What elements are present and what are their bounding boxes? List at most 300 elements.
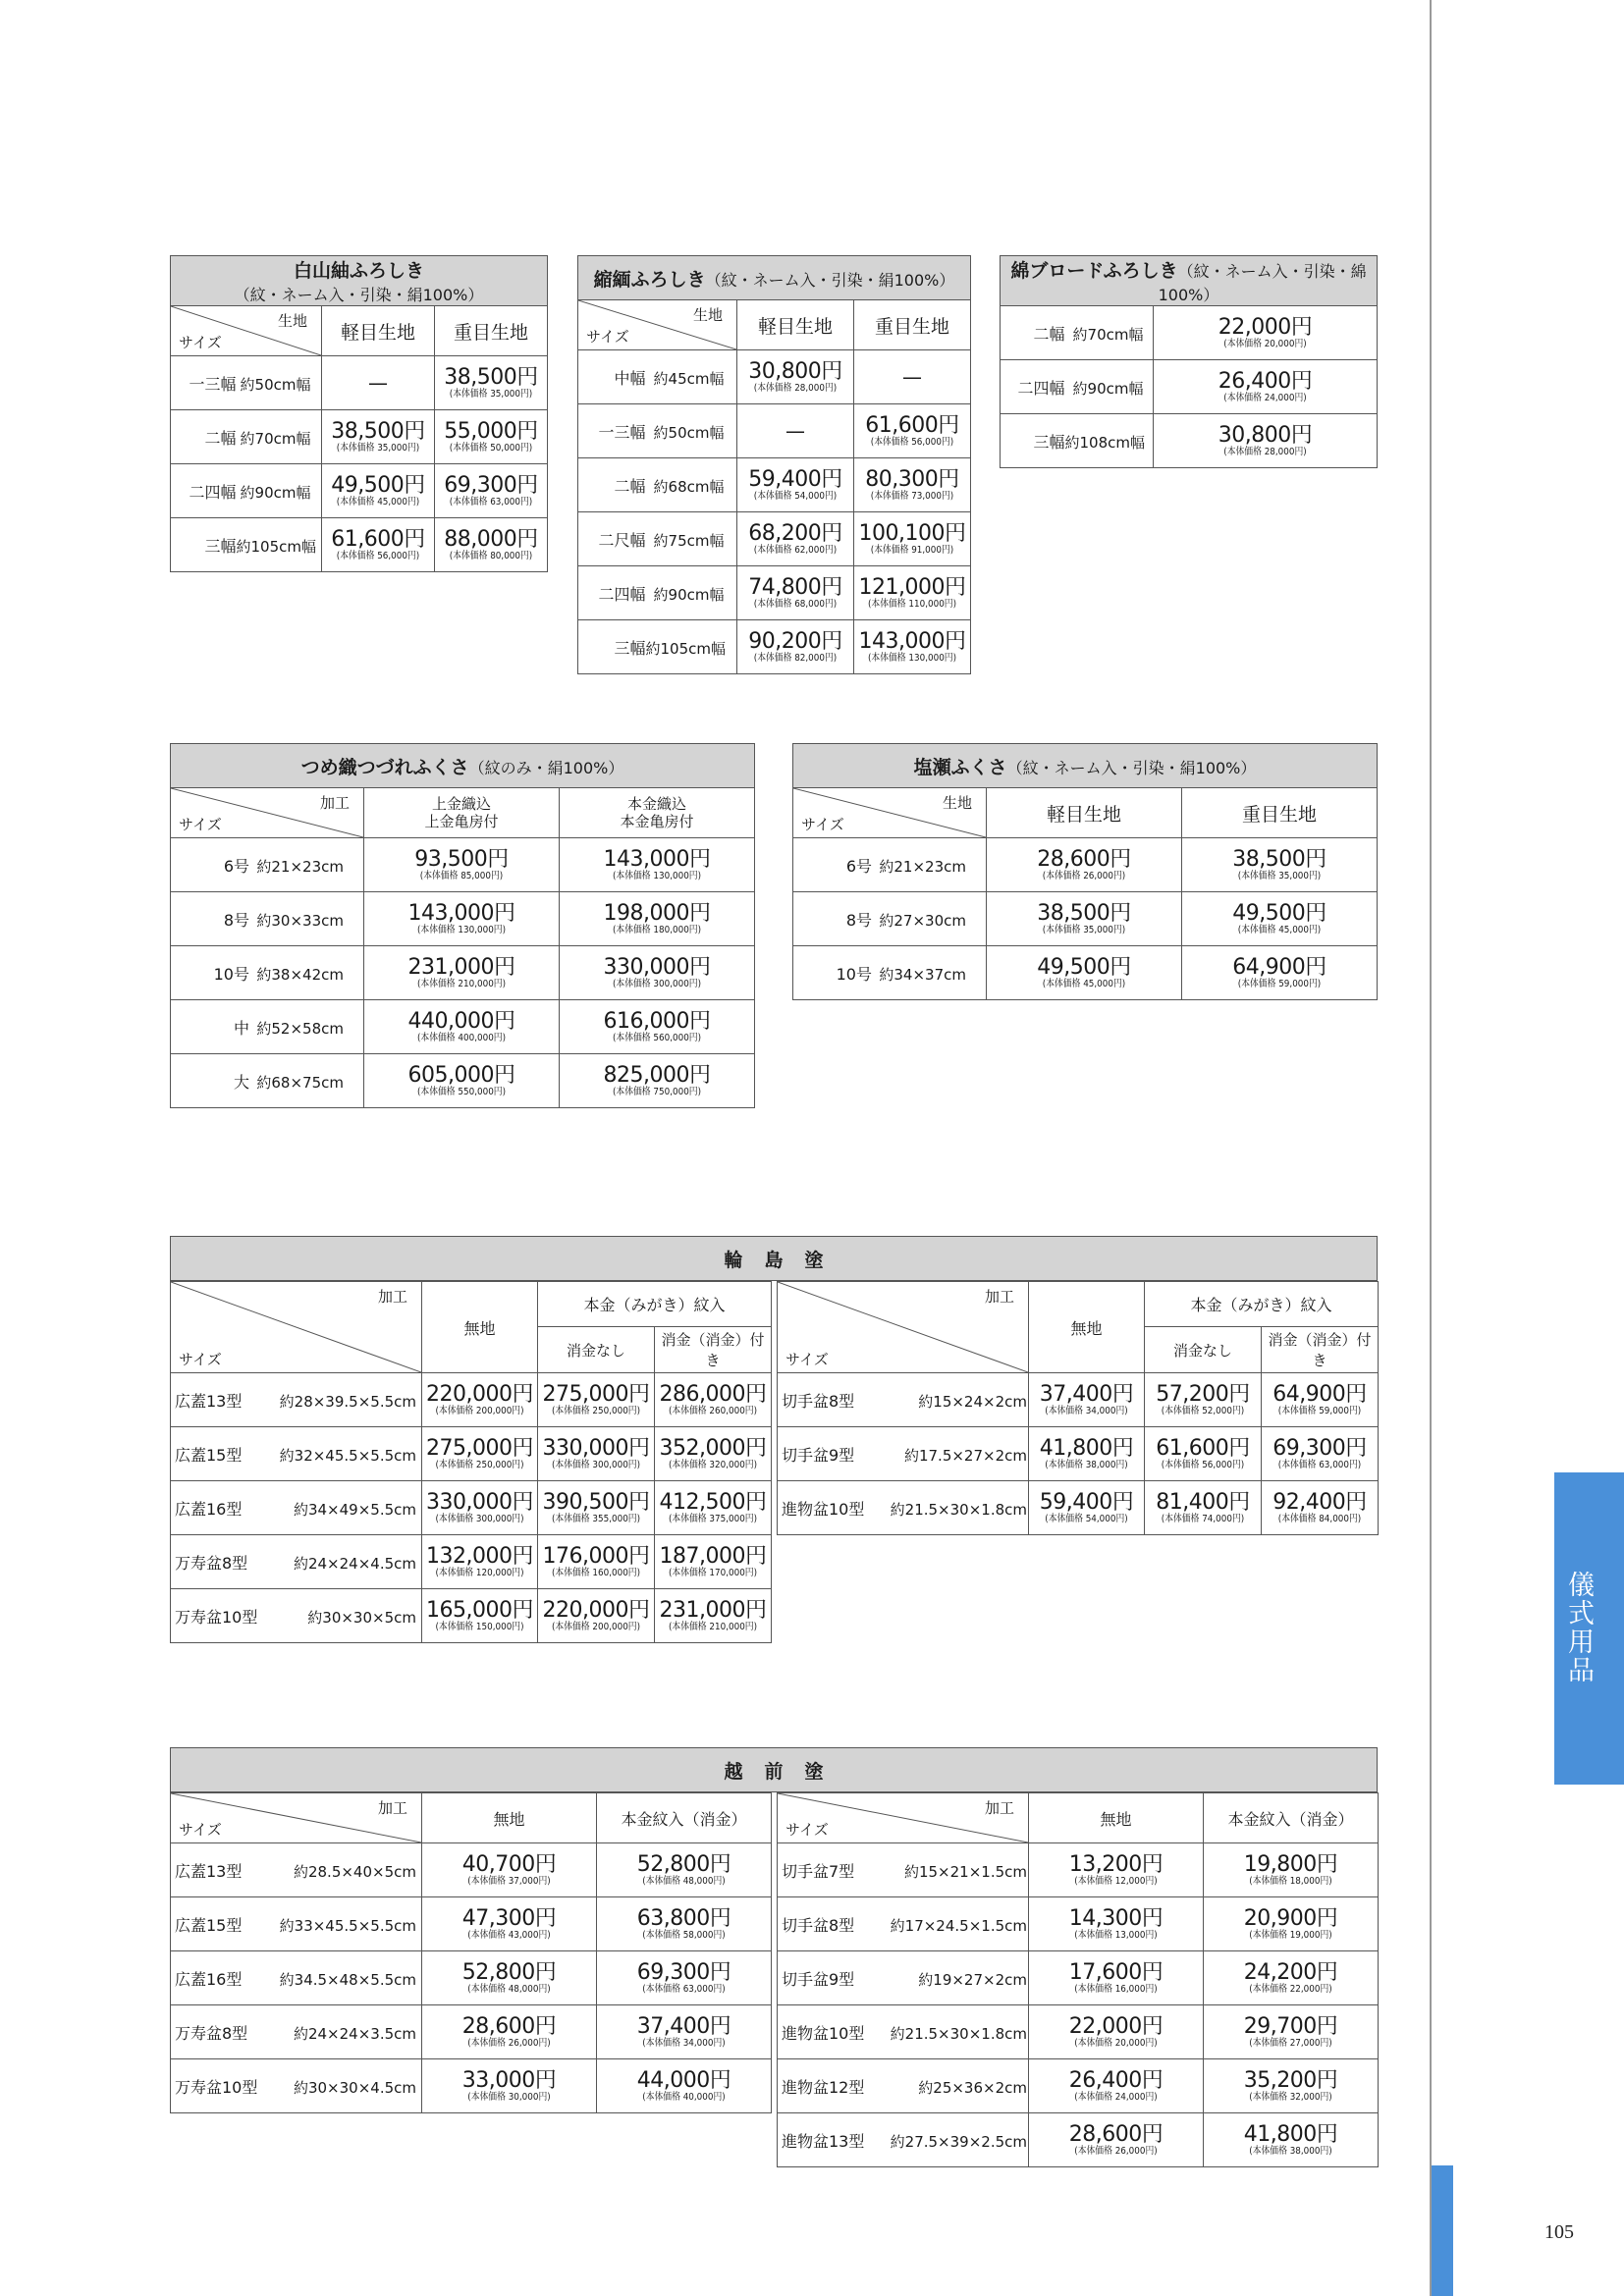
price-value: 63,800円 <box>636 1905 731 1931</box>
price-value: 44,000円 <box>636 2067 731 2093</box>
base-price-value: (本体価格 20,000円) <box>1074 2037 1158 2049</box>
size-name: 万寿盆10型 <box>175 2077 258 2097</box>
size-cell <box>171 892 364 946</box>
size-name: 進物盆10型 <box>782 1499 865 1519</box>
price-cell <box>987 946 1182 1000</box>
price-value: 330,000円 <box>426 1489 533 1515</box>
base-price-value: (本体価格 45,000円) <box>1042 978 1126 989</box>
table-row <box>171 1054 755 1108</box>
price-value: 20,900円 <box>1243 1905 1338 1931</box>
base-price-value: (本体価格 35,000円) <box>336 442 420 454</box>
price-value: 143,000円 <box>603 846 711 872</box>
base-price-value: (本体価格 48,000円) <box>642 1875 726 1887</box>
base-price-value: (本体価格 52,000円) <box>1161 1405 1245 1416</box>
size-cell <box>171 1535 422 1589</box>
base-price-value: (本体価格 26,000円) <box>467 2037 551 2049</box>
table-row <box>1001 360 1378 414</box>
price-cell <box>422 2059 597 2113</box>
column-header-plain: 無地 <box>422 1282 538 1373</box>
column-header: 本金紋入（消金） <box>597 1793 772 1843</box>
price-value: 165,000円 <box>426 1597 533 1623</box>
price-value: 69,300円 <box>1272 1435 1367 1461</box>
price-cell <box>854 458 971 512</box>
price-value: 28,600円 <box>461 2013 557 2039</box>
column-header: 重目生地 <box>854 300 971 350</box>
price-cell <box>422 1481 538 1535</box>
base-price-value: (本体価格 18,000円) <box>1249 1875 1332 1887</box>
size-cell <box>171 1589 422 1643</box>
column-header-plain: 無地 <box>1029 1282 1145 1373</box>
table-row <box>793 946 1378 1000</box>
table-row <box>171 1000 755 1054</box>
base-price-value: (本体価格 200,000円) <box>551 1621 641 1632</box>
base-price-value: (本体価格 19,000円) <box>1249 1929 1332 1941</box>
price-cell <box>1182 946 1378 1000</box>
price-cell <box>737 404 854 458</box>
table-row <box>171 1427 772 1481</box>
table-row <box>171 1897 772 1951</box>
price-cell <box>435 518 548 572</box>
size-name: 切手盆9型 <box>782 1445 855 1465</box>
size-dimension: 約108cm幅 <box>1064 433 1145 452</box>
price-cell <box>322 518 435 572</box>
chirimen-furoshiki-table <box>577 255 971 674</box>
base-price-value: (本体価格 250,000円) <box>435 1459 524 1470</box>
price-value: 93,500円 <box>414 846 509 872</box>
base-price-value: (本体価格 26,000円) <box>1074 2145 1158 2157</box>
table-row <box>578 620 971 674</box>
size-cell <box>793 892 987 946</box>
table-row <box>171 356 548 410</box>
price-value: 26,400円 <box>1068 2067 1164 2093</box>
not-available-dash: — <box>368 371 388 395</box>
table-title: 綿ブロードふろしき（紋・ネーム入・引染・綿100%） <box>1001 256 1378 306</box>
base-price-value: (本体価格 30,000円) <box>467 2091 551 2103</box>
size-cell <box>171 1054 364 1108</box>
base-price-value: (本体価格 63,000円) <box>1277 1459 1362 1470</box>
size-name: 二四幅 <box>1017 378 1065 398</box>
size-name: 中 <box>233 1018 249 1038</box>
price-value: 41,800円 <box>1039 1435 1134 1461</box>
size-dimension: 約90cm幅 <box>240 483 311 502</box>
size-cell <box>1001 360 1154 414</box>
diagonal-header-cell: 加工 サイズ <box>171 1793 422 1843</box>
table-row <box>1001 306 1378 360</box>
price-value: 41,800円 <box>1243 2121 1338 2147</box>
price-value: 390,500円 <box>542 1489 650 1515</box>
base-price-value: (本体価格 35,000円) <box>1042 924 1126 935</box>
size-name: 10号 <box>836 964 872 984</box>
price-cell <box>1204 2059 1379 2113</box>
size-name: 広蓋13型 <box>175 1861 243 1881</box>
price-cell <box>1029 1373 1145 1427</box>
price-value: 38,500円 <box>331 418 425 444</box>
price-value: 616,000円 <box>603 1008 711 1034</box>
table-row <box>171 1481 772 1535</box>
price-cell <box>422 1535 538 1589</box>
price-cell <box>1145 1481 1262 1535</box>
table-row <box>171 1843 772 1897</box>
price-value: 330,000円 <box>542 1435 650 1461</box>
size-dimension: 約17.5×27×2cm <box>903 1446 1027 1465</box>
size-cell <box>171 2005 422 2059</box>
size-cell <box>778 1897 1029 1951</box>
base-price-value: (本体価格 300,000円) <box>551 1459 641 1470</box>
table-row <box>578 566 971 620</box>
column-header: 消金（消金）付き <box>1262 1327 1379 1373</box>
table-row <box>171 1373 772 1427</box>
table-row <box>778 2059 1379 2113</box>
price-value: 37,400円 <box>1039 1381 1134 1407</box>
size-cell <box>578 512 737 566</box>
table-title: 塩瀬ふくさ（紋・ネーム入・引染・絹100%） <box>793 744 1378 788</box>
price-cell <box>597 1897 772 1951</box>
size-name: 万寿盆8型 <box>175 1553 248 1573</box>
base-price-value: (本体価格 110,000円) <box>867 598 957 610</box>
table-row <box>171 464 548 518</box>
price-cell <box>364 838 560 892</box>
size-name: 8号 <box>845 910 872 930</box>
price-value: 143,000円 <box>407 900 515 926</box>
size-cell <box>171 1481 422 1535</box>
size-cell <box>778 1427 1029 1481</box>
price-cell <box>364 1054 560 1108</box>
table-title: つめ織つづれふくさ（紋のみ・絹100%） <box>171 744 755 788</box>
price-cell <box>422 1589 538 1643</box>
base-price-value: (本体価格 120,000円) <box>435 1567 524 1578</box>
table-row <box>171 1589 772 1643</box>
base-price-value: (本体価格 50,000円) <box>449 442 533 454</box>
diagonal-header-cell: 加工 サイズ <box>171 788 364 838</box>
base-price-value: (本体価格 91,000円) <box>870 544 954 556</box>
price-cell <box>1262 1427 1379 1481</box>
size-dimension: 約50cm幅 <box>653 423 725 442</box>
price-cell <box>560 1054 755 1108</box>
table-row <box>578 458 971 512</box>
diagonal-header-cell: 加工 サイズ <box>171 1282 422 1373</box>
base-price-value: (本体価格 210,000円) <box>416 978 507 989</box>
table-row <box>171 2059 772 2113</box>
price-value: 49,500円 <box>1037 954 1131 980</box>
size-name: 広蓋16型 <box>175 1969 243 1989</box>
size-dimension: 約90cm幅 <box>653 585 725 604</box>
price-cell <box>737 350 854 404</box>
table-row <box>778 1843 1379 1897</box>
broad-furoshiki-table <box>1000 255 1378 468</box>
price-cell <box>560 838 755 892</box>
table-row <box>793 892 1378 946</box>
size-dimension: 約75cm幅 <box>653 531 725 550</box>
size-name: 切手盆8型 <box>782 1915 855 1935</box>
base-price-value: (本体価格 16,000円) <box>1074 1983 1158 1995</box>
base-price-value: (本体価格 34,000円) <box>642 2037 726 2049</box>
size-name: 三幅 <box>204 536 237 556</box>
base-price-value: (本体価格 56,000円) <box>1161 1459 1245 1470</box>
price-cell <box>655 1589 772 1643</box>
price-cell <box>1154 360 1378 414</box>
price-cell <box>1182 892 1378 946</box>
base-price-value: (本体価格 130,000円) <box>867 652 957 664</box>
size-dimension: 約33×45.5×5.5cm <box>279 1916 416 1935</box>
column-header: 消金なし <box>538 1327 655 1373</box>
price-cell <box>1204 2113 1379 2167</box>
shiose-fukusa-table <box>792 743 1378 1000</box>
size-cell <box>171 464 322 518</box>
base-price-value: (本体価格 56,000円) <box>336 550 420 561</box>
price-value: 29,700円 <box>1243 2013 1338 2039</box>
column-header: 軽目生地 <box>987 788 1182 838</box>
base-price-value: (本体価格 260,000円) <box>668 1405 758 1416</box>
base-price-value: (本体価格 560,000円) <box>612 1032 702 1043</box>
size-name: 10号 <box>213 964 249 984</box>
table-row <box>171 946 755 1000</box>
price-cell <box>560 946 755 1000</box>
price-value: 90,200円 <box>748 628 842 654</box>
price-cell <box>597 1951 772 2005</box>
size-dimension: 約32×45.5×5.5cm <box>279 1446 416 1465</box>
price-value: 121,000円 <box>858 574 966 600</box>
price-cell <box>435 464 548 518</box>
not-available-dash: — <box>902 365 922 389</box>
size-cell <box>793 946 987 1000</box>
price-cell <box>854 350 971 404</box>
page-corner-bar <box>1432 2165 1453 2296</box>
column-header: 無地 <box>1029 1793 1204 1843</box>
price-value: 64,900円 <box>1272 1381 1367 1407</box>
price-value: 13,200円 <box>1068 1851 1164 1877</box>
column-header: 重目生地 <box>435 306 548 356</box>
size-name: 二幅 <box>614 476 646 496</box>
size-name: 一三幅 <box>598 422 646 442</box>
size-name: 進物盆10型 <box>782 2023 865 2043</box>
table-row <box>778 1373 1379 1427</box>
table-row <box>778 1951 1379 2005</box>
price-cell <box>435 410 548 464</box>
price-value: 440,000円 <box>407 1008 515 1034</box>
price-cell <box>1262 1481 1379 1535</box>
base-price-value: (本体価格 20,000円) <box>1223 338 1307 349</box>
size-dimension: 約15×24×2cm <box>918 1392 1027 1411</box>
price-cell <box>1262 1373 1379 1427</box>
size-cell <box>171 356 322 410</box>
size-dimension: 約105cm幅 <box>645 639 726 658</box>
base-price-value: (本体価格 32,000円) <box>1249 2091 1332 2103</box>
table-row <box>171 518 548 572</box>
size-name: 万寿盆10型 <box>175 1607 258 1627</box>
price-value: 80,300円 <box>865 466 959 492</box>
base-price-value: (本体価格 37,000円) <box>467 1875 551 1887</box>
base-price-value: (本体価格 45,000円) <box>336 496 420 507</box>
size-name: 広蓋15型 <box>175 1915 243 1935</box>
price-value: 40,700円 <box>461 1851 557 1877</box>
size-dimension: 約38×42cm <box>256 965 344 984</box>
base-price-value: (本体価格 200,000円) <box>435 1405 524 1416</box>
table-row <box>578 350 971 404</box>
base-price-value: (本体価格 300,000円) <box>435 1513 524 1524</box>
price-cell <box>737 512 854 566</box>
size-cell <box>778 1481 1029 1535</box>
size-dimension: 約21.5×30×1.8cm <box>890 1500 1027 1519</box>
price-value: 22,000円 <box>1218 314 1313 340</box>
hakusan-furoshiki-table <box>170 255 548 572</box>
size-dimension: 約90cm幅 <box>1072 379 1144 398</box>
base-price-value: (本体価格 59,000円) <box>1237 978 1322 989</box>
price-cell <box>1029 2005 1204 2059</box>
column-header: 本金紋入（消金） <box>1204 1793 1379 1843</box>
size-dimension: 約17×24.5×1.5cm <box>890 1916 1027 1935</box>
base-price-value: (本体価格 130,000円) <box>416 924 507 935</box>
size-dimension: 約45cm幅 <box>653 369 725 388</box>
price-cell <box>1204 1897 1379 1951</box>
base-price-value: (本体価格 38,000円) <box>1045 1459 1128 1470</box>
price-value: 35,200円 <box>1243 2067 1338 2093</box>
base-price-value: (本体価格 48,000円) <box>467 1983 551 1995</box>
base-price-value: (本体価格 43,000円) <box>467 1929 551 1941</box>
price-cell <box>322 356 435 410</box>
price-cell <box>655 1373 772 1427</box>
price-cell <box>737 620 854 674</box>
price-value: 286,000円 <box>659 1381 767 1407</box>
size-cell <box>778 1951 1029 2005</box>
size-dimension: 約30×30×4.5cm <box>293 2078 416 2097</box>
size-name: 二幅 <box>1033 324 1065 344</box>
price-value: 47,300円 <box>461 1905 557 1931</box>
base-price-value: (本体価格 73,000円) <box>870 490 954 502</box>
side-tab-label: 儀式用品 <box>1563 1571 1594 1684</box>
price-value: 26,400円 <box>1218 368 1313 394</box>
column-header: 本金織込 本金亀房付 <box>560 788 755 838</box>
price-value: 69,300円 <box>444 472 538 498</box>
size-dimension: 約52×58cm <box>256 1019 344 1038</box>
price-cell <box>987 838 1182 892</box>
wajima-right-table <box>777 1281 1379 1535</box>
price-value: 220,000円 <box>542 1597 650 1623</box>
size-cell <box>778 2113 1029 2167</box>
base-price-value: (本体価格 12,000円) <box>1074 1875 1158 1887</box>
size-cell <box>171 410 322 464</box>
size-dimension: 約30×30×5cm <box>307 1608 416 1627</box>
size-name: 切手盆7型 <box>782 1861 855 1881</box>
price-value: 59,400円 <box>748 466 842 492</box>
price-value: 69,300円 <box>636 1959 731 1985</box>
price-cell <box>597 2059 772 2113</box>
size-name: 中幅 <box>614 368 646 388</box>
base-price-value: (本体価格 63,000円) <box>642 1983 726 1995</box>
page-number: 105 <box>1544 2221 1574 2243</box>
table-title: 縮緬ふろしき（紋・ネーム入・引染・絹100%） <box>578 256 971 300</box>
price-cell <box>1029 1897 1204 1951</box>
price-cell <box>655 1481 772 1535</box>
price-cell <box>1204 2005 1379 2059</box>
price-cell <box>1029 1427 1145 1481</box>
size-dimension: 約28.5×40×5cm <box>293 1862 416 1881</box>
price-cell <box>538 1535 655 1589</box>
price-value: 330,000円 <box>603 954 711 980</box>
base-price-value: (本体価格 56,000円) <box>870 436 954 448</box>
size-cell <box>578 566 737 620</box>
price-value: 22,000円 <box>1068 2013 1164 2039</box>
price-value: 38,500円 <box>1037 900 1131 926</box>
table-row <box>778 2005 1379 2059</box>
table-row <box>778 2113 1379 2167</box>
column-header: 軽目生地 <box>737 300 854 350</box>
price-value: 143,000円 <box>858 628 966 654</box>
size-cell <box>171 1951 422 2005</box>
size-cell <box>1001 414 1154 468</box>
size-dimension: 約50cm幅 <box>240 375 311 394</box>
base-price-value: (本体価格 45,000円) <box>1237 924 1322 935</box>
price-value: 14,300円 <box>1068 1905 1164 1931</box>
base-price-value: (本体価格 35,000円) <box>1237 870 1322 881</box>
size-dimension: 約34×49×5.5cm <box>293 1500 416 1519</box>
size-cell <box>778 2005 1029 2059</box>
size-dimension: 約34×37cm <box>879 965 966 984</box>
column-header: 重目生地 <box>1182 788 1378 838</box>
price-value: 61,600円 <box>865 412 959 438</box>
base-price-value: (本体価格 84,000円) <box>1277 1513 1362 1524</box>
table-row <box>171 2005 772 2059</box>
price-cell <box>655 1535 772 1589</box>
base-price-value: (本体価格 38,000円) <box>1249 2145 1332 2157</box>
price-cell <box>1154 414 1378 468</box>
table-row <box>578 512 971 566</box>
size-name: 三幅 <box>1033 432 1065 452</box>
size-cell <box>171 1897 422 1951</box>
wajima-title: 輪島塗 <box>170 1236 1378 1281</box>
column-header-group: 本金（みがき）紋入 <box>1145 1282 1379 1327</box>
table-title: 白山紬ふろしき（紋・ネーム入・引染・絹100%） <box>171 256 548 306</box>
size-name: 広蓋15型 <box>175 1445 243 1465</box>
price-cell <box>560 1000 755 1054</box>
price-value: 605,000円 <box>407 1062 515 1088</box>
base-price-value: (本体価格 250,000円) <box>551 1405 641 1416</box>
column-header: 無地 <box>422 1793 597 1843</box>
not-available-dash: — <box>785 419 805 443</box>
size-dimension: 約27.5×39×2.5cm <box>890 2132 1027 2151</box>
diagonal-header-cell: 生地 サイズ <box>578 300 737 350</box>
price-value: 275,000円 <box>426 1435 533 1461</box>
base-price-value: (本体価格 80,000円) <box>449 550 533 561</box>
price-cell <box>364 1000 560 1054</box>
price-cell <box>538 1373 655 1427</box>
price-value: 61,600円 <box>331 526 425 552</box>
price-value: 24,200円 <box>1243 1959 1338 1985</box>
price-value: 59,400円 <box>1039 1489 1134 1515</box>
table-row <box>1001 414 1378 468</box>
price-cell <box>538 1427 655 1481</box>
price-value: 49,500円 <box>1232 900 1326 926</box>
size-name: 二四幅 <box>189 482 237 502</box>
size-name: 二幅 <box>204 428 237 448</box>
size-dimension: 約21×23cm <box>879 857 966 876</box>
size-dimension: 約70cm幅 <box>1072 325 1144 344</box>
diagonal-header-cell: 生地 サイズ <box>793 788 987 838</box>
price-value: 64,900円 <box>1232 954 1326 980</box>
size-cell <box>1001 306 1154 360</box>
price-cell <box>1204 1843 1379 1897</box>
price-cell <box>560 892 755 946</box>
table-row <box>778 1427 1379 1481</box>
size-name: 6号 <box>223 856 249 876</box>
size-name: 万寿盆8型 <box>175 2023 248 2043</box>
size-cell <box>578 458 737 512</box>
price-value: 100,100円 <box>858 520 966 546</box>
base-price-value: (本体価格 210,000円) <box>668 1621 758 1632</box>
base-price-value: (本体価格 160,000円) <box>551 1567 641 1578</box>
price-cell <box>737 458 854 512</box>
price-cell <box>422 1843 597 1897</box>
price-cell <box>364 892 560 946</box>
